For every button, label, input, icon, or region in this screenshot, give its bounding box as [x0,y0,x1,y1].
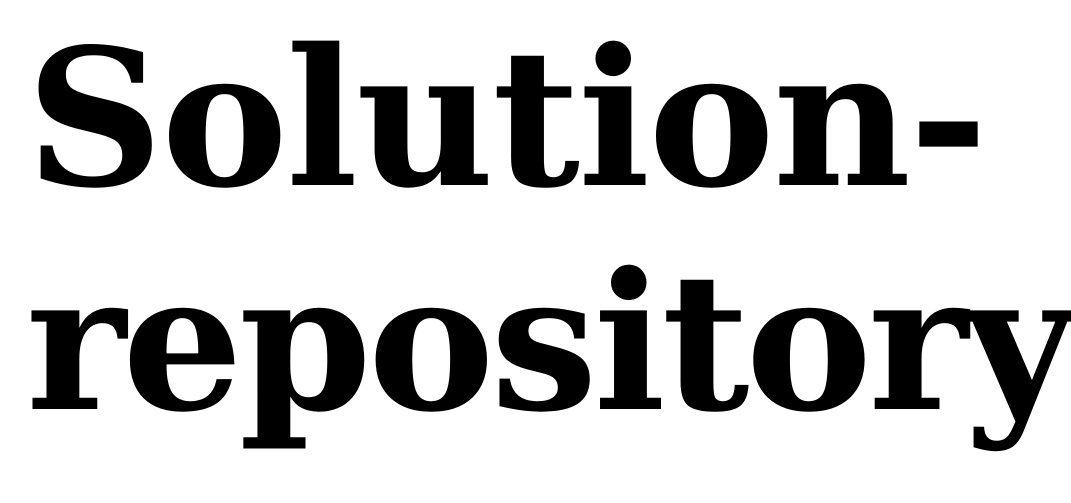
title-line-1: Solution- [26,7,986,230]
title-line-2: repository [26,231,1071,454]
